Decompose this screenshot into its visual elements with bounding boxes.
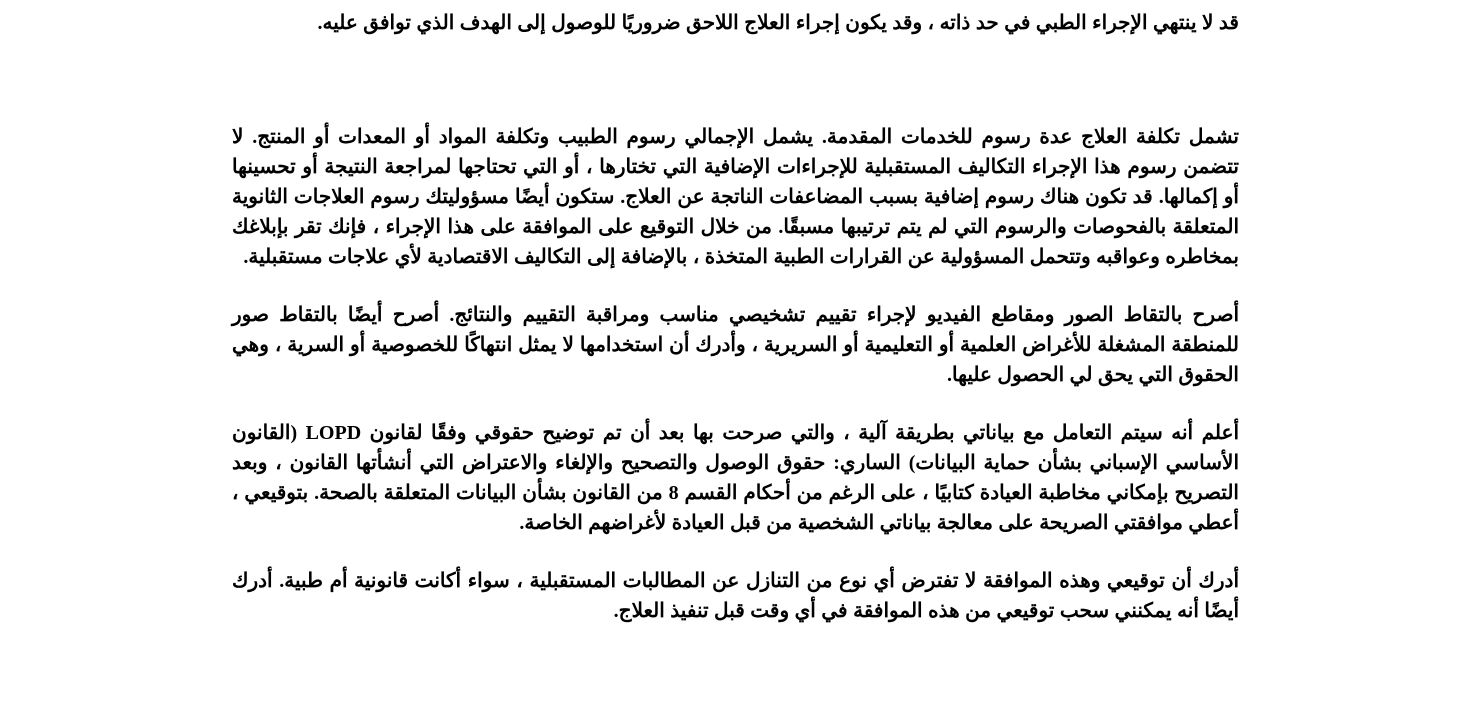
paragraph-4: أعلم أنه سيتم التعامل مع بياناتي بطريقة آلية ، والتي صرحت بها بعد أن تم توضيح حقوقي وفقًا لقانون LOPD (القانون الأساسي الإسباني بشأن حماية البيانات) الساري: حقوق الوصول والتصحيح والإلغاء والاعتراض التي أنشأتها القانون ، وبعد التصريح بإمكاني مخاطبة العيادة كتابيًا ، على الرغم من أحكام القسم 8 من القانون بشأن البيانات المتعلقة بالصحة. بتوقيعي ، أعطي موافقتي الصريحة على معالجة بياناتي الشخصية من قبل العيادة لأغراضهم الخاصة. bbox=[232, 422, 1240, 534]
paragraph-1: قد لا ينتهي الإجراء الطبي في حد ذاته ، وقد يكون إجراء العلاج اللاحق ضروريًا للوصول إلى الهدف الذي توافق عليه. bbox=[317, 12, 1239, 34]
paragraph-5: أدرك أن توقيعي وهذه الموافقة لا تفترض أي نوع من التنازل عن المطالبات المستقبلية ، سواء أكانت قانونية أم طبية. أدرك أيضًا أنه يمكنني سحب توقيعي من هذه الموافقة في أي وقت قبل تنفيذ العلاج. bbox=[232, 570, 1239, 622]
paragraph-3: أصرح بالتقاط الصور ومقاطع الفيديو لإجراء تقييم تشخيصي مناسب ومراقبة التقييم والنتائج. أصرح أيضًا بالتقاط صور للمنطقة المشغلة للأغراض العلمية أو التعليمية أو السريرية ، وأدرك أن استخدامها لا يمثل انتهاكًا للخصوصية أو السرية ، وهي الحقوق التي يحق لي الحصول عليها. bbox=[232, 304, 1239, 386]
paragraph-2: تشمل تكلفة العلاج عدة رسوم للخدمات المقدمة. يشمل الإجمالي رسوم الطبيب وتكلفة المواد أو المعدات أو المنتج. لا تتضمن رسوم هذا الإجراء التكاليف المستقبلية للإجراءات الإضافية التي تختارها ، أو التي تحتاجها لمراجعة النتيجة أو تحسينها أو إكمالها. قد تكون هناك رسوم إضافية بسبب المضاعفات الناتجة عن العلاج. ستكون أيضًا مسؤوليتك رسوم العلاجات الثانوية المتعلقة بالفحوصات والرسوم التي لم يتم ترتيبها مسبقًا. من خلال التوقيع على الموافقة على هذا الإجراء ، فإنك تقر بإبلاغك بمخاطره وعواقبه وتتحمل المسؤولية عن القرارات الطبية المتخذة ، بالإضافة إلى التكاليف الاقتصادية لأي علاجات مستقبلية. bbox=[232, 126, 1239, 268]
document-body bbox=[232, 0, 1239, 626]
